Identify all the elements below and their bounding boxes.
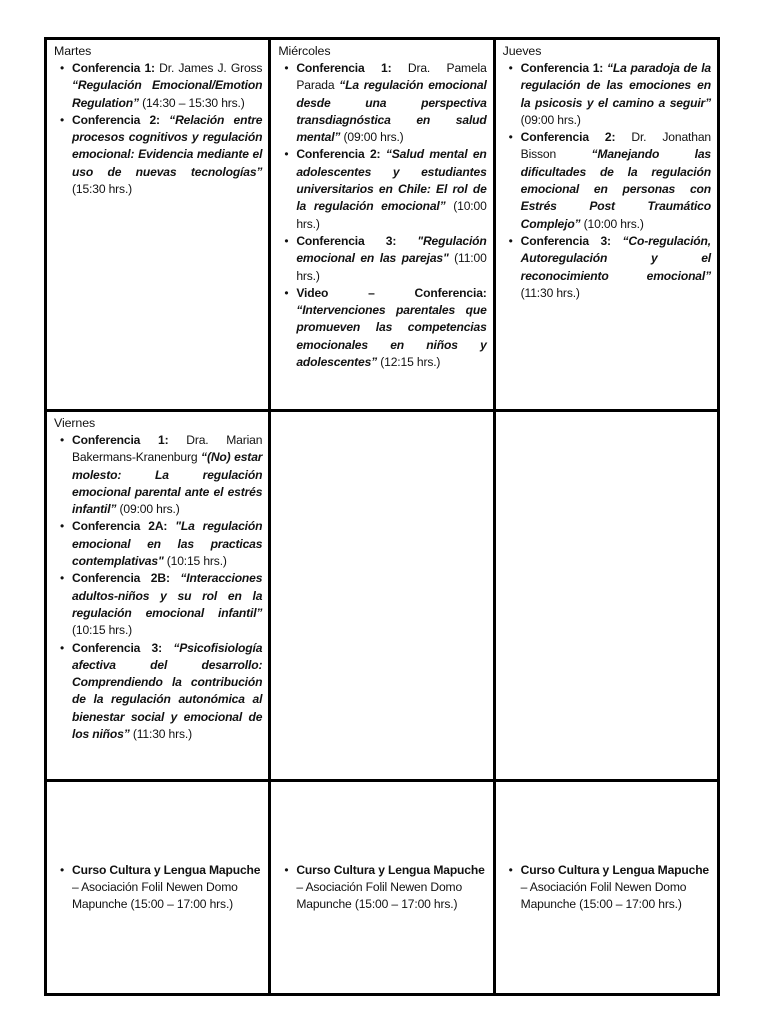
event-item: • Conferencia 1: Dra. Marian Bakermans-Kranenburg “(No) estar molesto: La regulación emocional parental ante el estrés infantil” (09:00 hrs.) xyxy=(60,433,263,517)
bullet-icon: • xyxy=(60,519,65,534)
bullet-icon: • xyxy=(60,433,65,447)
event-item: • Conferencia 3: "Regulación emocional en las parejas" (11:00 hrs.) xyxy=(284,233,487,283)
cell-martes xyxy=(46,39,270,411)
bullet-icon: • xyxy=(508,130,513,145)
day-heading-jueves: Jueves xyxy=(502,44,542,58)
course-item: • Curso Cultura y Lengua Mapuche – Asociación Folil Newen Domo Mapunche (15:00 – 17:00 hrs.) xyxy=(284,862,485,912)
course-list xyxy=(54,862,262,914)
bullet-icon: • xyxy=(284,61,289,75)
course-list xyxy=(503,862,711,914)
bullet-icon: • xyxy=(60,112,65,127)
cell-miercoles xyxy=(270,39,494,411)
event-list-martes xyxy=(54,60,262,198)
event-item: • Conferencia 2: Dr. Jonathan Bisson “Manejando las dificultades de la regulación emocional en personas con Estrés Post Traumático Complejo” (10:00 hrs.) xyxy=(508,130,712,231)
bullet-icon: • xyxy=(60,571,65,586)
bullet-icon: • xyxy=(508,233,513,248)
cell-empty xyxy=(494,411,718,781)
cell-course-1 xyxy=(46,781,270,995)
bullet-icon: • xyxy=(508,862,513,877)
schedule-row-1 xyxy=(46,39,719,411)
schedule-row-2 xyxy=(46,411,719,781)
event-list-viernes xyxy=(54,432,262,743)
bullet-icon: • xyxy=(60,640,65,655)
bullet-icon: • xyxy=(508,61,513,75)
bullet-icon: • xyxy=(284,862,289,877)
course-list xyxy=(278,862,486,914)
event-item: • Conferencia 2: “Salud mental en adolescentes y estudiantes universitarios en Chile: El rol de la regulación emocional” (10:00 hrs.) xyxy=(284,147,487,231)
bullet-icon: • xyxy=(284,285,289,300)
bullet-icon: • xyxy=(60,862,65,877)
cell-empty xyxy=(270,411,494,781)
schedule-table xyxy=(44,37,720,996)
cell-jueves xyxy=(494,39,718,411)
cell-course-2 xyxy=(270,781,494,995)
event-item: • Conferencia 1: “La paradoja de la regulación de las emociones en la psicosis y el camino a seguir” (09:00 hrs.) xyxy=(508,61,711,127)
event-list-jueves xyxy=(503,60,711,302)
event-item: • Conferencia 3: “Co-regulación, Autoregulación y el reconocimiento emocional” (11:30 hrs.) xyxy=(508,233,711,300)
bullet-icon: • xyxy=(60,61,65,75)
bullet-icon: • xyxy=(284,147,289,162)
event-list-miercoles xyxy=(278,60,486,371)
event-item: • Video – Conferencia: “Intervenciones parentales que promueven las competencias emocionales en niños y adolescentes” (12:15 hrs.) xyxy=(284,285,487,370)
event-item: • Conferencia 2A: "La regulación emocional en las practicas contemplativas" (10:15 hrs.) xyxy=(60,519,263,569)
event-item: • Conferencia 2B: “Interacciones adultos-niños y su rol en la regulación emocional infantil” (10:15 hrs.) xyxy=(60,571,263,638)
cell-course-3 xyxy=(494,781,718,995)
cell-viernes xyxy=(46,411,270,781)
event-item: • Conferencia 1: Dr. James J. Gross “Regulación Emocional/Emotion Regulation” (14:30 – 15:30 hrs.) xyxy=(60,61,263,110)
schedule-row-3 xyxy=(46,781,719,995)
day-heading-martes: Martes xyxy=(54,44,92,58)
day-heading-viernes: Viernes xyxy=(54,416,96,430)
course-item: • Curso Cultura y Lengua Mapuche – Asociación Folil Newen Domo Mapunche (15:00 – 17:00 hrs.) xyxy=(60,862,261,912)
day-heading-miercoles: Miércoles xyxy=(278,44,331,58)
event-item: • Conferencia 2: “Relación entre procesos cognitivos y regulación emocional: Evidencia mediante el uso de nuevas tecnologías” (15:30 hrs.) xyxy=(60,112,263,197)
course-item: • Curso Cultura y Lengua Mapuche – Asociación Folil Newen Domo Mapunche (15:00 – 17:00 hrs.) xyxy=(508,862,710,912)
event-item: • Conferencia 1: Dra. Pamela Parada “La regulación emocional desde una perspectiva transdiagnóstica en salud mental” (09:00 hrs.) xyxy=(284,61,487,145)
event-item: • Conferencia 3: “Psicofisiología afectiva del desarrollo: Comprendiendo la contribución de la regulación autonómica al bienestar social y emocional de los niños” (11:30 hrs.) xyxy=(60,640,263,742)
bullet-icon: • xyxy=(284,233,289,248)
